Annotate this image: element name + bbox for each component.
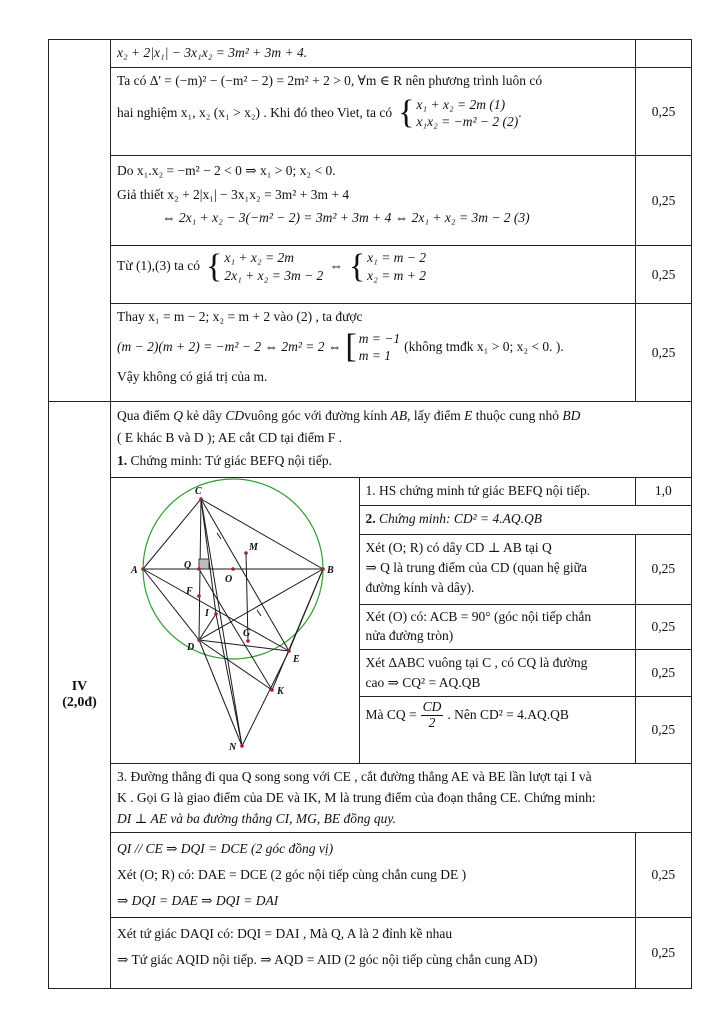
point-d — [197, 638, 201, 642]
segment-AE — [143, 569, 289, 651]
r7-line2: ⇒ Tứ giác AQID nội tiếp. ⇒ AQD = AID (2 góc nội tiếp cùng chắn cung AD) — [117, 951, 538, 967]
viet-dot: . — [518, 105, 522, 120]
label-o: O — [225, 574, 233, 585]
label-k: K — [277, 686, 284, 697]
segment-CB — [201, 499, 323, 569]
label-n: N — [229, 742, 237, 753]
r7-cell — [111, 917, 635, 988]
point-a — [141, 567, 145, 571]
row-assumption — [111, 156, 636, 246]
label-g: G — [243, 628, 251, 639]
segment-BK — [272, 569, 323, 690]
score-r2: 0,25 — [636, 68, 692, 156]
s2-line2: nửa đường tròn) — [365, 627, 454, 643]
equivalence-line: ⇔ 2x₁ + x₂ − 3(−m² − 2) = 3m² + 3m + 4 ⇔ 2x₁ + x₂ = 3m − 2 (3) — [162, 210, 530, 226]
row-substitute — [111, 304, 636, 402]
hypothesis-line: Giả thiết x₂ + 2|x₁| − 3x₁x₂ = 3m² + 3m + 4 — [117, 186, 350, 202]
s3-line1: Xét ΔABC vuông tại C , có CQ là đường — [365, 654, 588, 670]
label-m: M — [249, 542, 258, 553]
s4-fraction — [421, 700, 444, 731]
row-equation — [111, 40, 636, 68]
condition-note: (không tmđk x₁ > 0; x₂ < 0. ). — [404, 339, 564, 354]
intro-line-2: ( E khác B và D ); AE cắt CD tại điểm F . — [117, 430, 342, 446]
s2-score: 0,25 — [635, 604, 691, 649]
s1-line2: ⇒ Q là trung điểm của CD (quan hệ giữa — [365, 560, 587, 576]
section-number: IV — [71, 679, 88, 695]
point-i — [214, 612, 218, 616]
s3-line2: cao ⇒ CQ² = AQ.QB — [365, 674, 481, 690]
s2-line1: Xét (O) có: ACB = 90° (góc nội tiếp chắn — [365, 608, 592, 624]
p2-number: 2. — [365, 510, 376, 526]
part3-line3: DI ⊥ AE và ba đường thẳng CI, MG, BE đồng quy. — [117, 810, 396, 826]
point-q — [197, 567, 201, 571]
label-d: D — [187, 642, 195, 653]
label-i: I — [205, 608, 209, 619]
solution-table — [48, 39, 692, 989]
s4-suffix: . Nên CD² = 4.AQ.QB — [447, 707, 569, 723]
p1-cell — [359, 478, 635, 505]
row-system-solve — [111, 246, 636, 304]
score-cell-empty — [636, 40, 692, 68]
segment-CI — [201, 499, 216, 614]
system-2: { x₁ = m − 2 x₂ = m + 2 — [348, 247, 427, 285]
s4-numerator: CD — [422, 699, 442, 715]
label-q: Q — [184, 560, 192, 571]
two-roots-text: hai nghiệm x₁, x₂ (x₁ > x₂) . Khi đó theo Viet, ta có — [117, 105, 393, 120]
equation-text: x₂ + 2|x₁| − 3x₁x₂ = 3m² + 3m + 4. — [117, 45, 308, 60]
viet-eq1: x₁ + x₂ = 2m (1) — [416, 96, 506, 112]
point-e — [287, 649, 291, 653]
intro-text-j: BD — [562, 408, 581, 423]
intro-text-h: E — [464, 408, 473, 423]
point-c — [199, 497, 203, 501]
section-cell-empty — [49, 40, 111, 402]
delta-line: Ta có Δ' = (−m)² − (−m² − 2) = 2m² + 2 > 0, ∀m ∈ R nên phương trình luôn có — [117, 73, 543, 88]
r7-line1: Xét tứ giác DAQI có: DQI = DAI , Mà Q, A là 2 đỉnh kề nhau — [117, 925, 453, 941]
point-m — [244, 551, 248, 555]
substitute-line: Thay x₁ = m − 2; x₂ = m + 2 vào (2) , ta được — [117, 309, 363, 324]
point-f — [197, 594, 201, 598]
intro-text-e: vuông góc với đường kính — [244, 408, 388, 423]
intro-text-a: Qua điểm — [117, 408, 170, 423]
s1-line3: đường kính và dây). — [365, 580, 475, 596]
viet-system: { x₁ + x₂ = 2m (1) x₁x₂ = −m² − 2 (2) — [398, 94, 519, 132]
sys2-eq2: x₂ = m + 2 — [367, 267, 427, 283]
p1-text: 1. HS chứng minh tứ giác BEFQ nội tiếp. — [365, 483, 591, 498]
point-b — [321, 567, 325, 571]
intro-text-f: AB — [390, 408, 408, 423]
segment-BD — [199, 569, 323, 640]
label-e: E — [293, 654, 300, 665]
r7-score: 0,25 — [635, 917, 691, 988]
label-b: B — [327, 565, 334, 576]
s4-prefix: Mà CQ = — [365, 707, 417, 723]
segment-AC — [143, 499, 201, 569]
intro-text-d: CD — [225, 408, 245, 423]
point-g — [246, 639, 250, 643]
intro-text-i: thuộc cung nhỏ — [475, 408, 559, 423]
s1-line1: Xét (O; R) có dây CD ⊥ AB tại Q — [365, 539, 552, 555]
equal-tick-1 — [217, 533, 221, 539]
score-r3: 0,25 — [636, 156, 692, 246]
score-r5: 0,25 — [636, 304, 692, 402]
s1-score: 0,25 — [635, 534, 691, 604]
row-viet — [111, 68, 636, 156]
label-c: C — [195, 486, 202, 497]
section-points: (2,0đ) — [62, 695, 97, 711]
equal-tick-2 — [257, 610, 261, 616]
section-label-cell — [49, 402, 111, 989]
part3-statement — [111, 763, 692, 833]
r6-line1: QI // CE ⇒ DQI = DCE (2 góc đồng vị) — [117, 841, 334, 857]
point-n — [240, 744, 244, 748]
s4-denominator: 2 — [428, 715, 436, 731]
figure-and-part2 — [111, 478, 692, 764]
intro-text-c: kẻ dây — [186, 408, 222, 423]
system-1: { x₁ + x₂ = 2m 2x₁ + x₂ = 3m − 2 — [206, 247, 324, 285]
point-k — [270, 688, 274, 692]
sign-line: Do x₁.x₂ = −m² − 2 < 0 ⇒ x₁ > 0; x₂ < 0. — [117, 163, 336, 178]
equiv-symbol: ⇔ — [329, 258, 343, 274]
case-2: m = 1 — [358, 348, 392, 364]
viet-eq2: x₁x₂ = −m² − 2 (2) — [416, 114, 519, 130]
figure-cell — [111, 478, 359, 763]
geometry-figure — [111, 478, 359, 754]
r6-line2: Xét (O; R) có: DAE = DCE (2 góc nội tiếp cùng chắn cung DE ) — [117, 867, 467, 883]
conclusion-line: Vậy không có giá trị của m. — [117, 369, 268, 385]
part3-proof — [111, 833, 692, 989]
s2-cell — [359, 604, 635, 649]
part1-number: 1. — [117, 452, 128, 468]
p2-text: Chứng minh: CD² = 4.AQ.QB — [379, 510, 543, 526]
product-equation: (m − 2)(m + 2) = −m² − 2 ⇔ 2m² = 2 ⇔ — [117, 339, 342, 354]
right-angle-mark — [199, 559, 209, 569]
label-a: A — [131, 565, 138, 576]
problem-statement — [111, 402, 692, 478]
intro-text-g: , lấy điểm — [407, 408, 461, 423]
segment-DN — [199, 640, 242, 746]
r6-cell — [111, 833, 635, 917]
segment-QK — [199, 569, 272, 690]
s3-cell — [359, 649, 635, 697]
sys1-eq2: 2x₁ + x₂ = 3m − 2 — [224, 267, 324, 283]
s4-score: 0,25 — [635, 697, 691, 763]
r6-score: 0,25 — [635, 833, 691, 917]
label-f: F — [186, 586, 193, 597]
p2-header-cell — [359, 505, 691, 534]
intro-text-b: Q — [173, 408, 183, 423]
sys1-eq1: x₁ + x₂ = 2m — [224, 250, 294, 265]
from-text: Từ (1),(3) ta có — [117, 258, 201, 274]
sys2-eq1: x₁ = m − 2 — [367, 250, 427, 265]
p1-score: 1,0 — [635, 478, 691, 505]
part3-line2: K . Gọi G là giao điểm của DE và IK, M là trung điểm của đoạn thẳng CE. Chứng minh: — [117, 789, 596, 805]
part3-line1: 3. Đường thẳng đi qua Q song song với CE , cắt đường thẳng AE và BE lần lượt tại I và — [117, 768, 592, 784]
segment-AD — [143, 569, 199, 640]
r6-line3: ⇒ DQI = DAE ⇒ DQI = DAI — [117, 892, 279, 908]
s3-score: 0,25 — [635, 649, 691, 697]
s1-cell — [359, 534, 635, 604]
segment-CN — [201, 499, 242, 746]
part1-statement: Chứng minh: Tứ giác BEFQ nội tiếp. — [130, 452, 333, 468]
s4-cell — [359, 697, 635, 763]
score-r4: 0,25 — [636, 246, 692, 304]
case-bracket: [ m = −1 m = 1 — [345, 328, 401, 366]
case-1: m = −1 — [358, 330, 401, 346]
point-o — [231, 567, 235, 571]
